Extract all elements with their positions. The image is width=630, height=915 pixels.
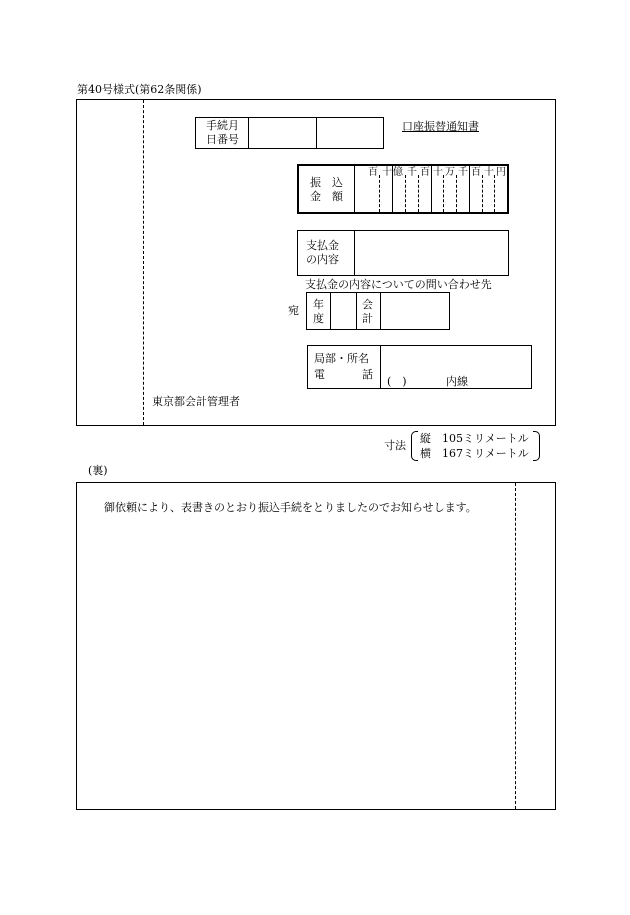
dimensions-left-bracket [411, 431, 418, 461]
department-label: 局部・所名 [314, 352, 369, 365]
front-perforation-line [143, 100, 144, 425]
dimensions-right-bracket [533, 431, 540, 461]
fiscal-year-label: 年 度 [313, 298, 324, 325]
digit-yen: 円 [496, 167, 506, 178]
fiscal-year-field[interactable] [331, 293, 355, 329]
back-side-label: (裏) [88, 464, 108, 477]
back-perforation-line [515, 483, 516, 809]
digit-ten-thousand: 万 [445, 167, 455, 178]
account-field[interactable] [381, 293, 449, 329]
payment-content-label: 支払金 の内容 [306, 239, 339, 266]
dimension-horizontal: 横 167ミリメートル [420, 447, 529, 460]
digit-ten-billion: 十 [382, 167, 392, 178]
digit-hundred-billion: 百 [368, 167, 378, 178]
digit-hundred: 百 [471, 167, 481, 178]
back-card [76, 482, 556, 810]
number-field[interactable] [317, 118, 383, 148]
account-label: 会 計 [362, 298, 373, 325]
dimensions-label: 寸法 [384, 439, 406, 452]
payment-content-field[interactable] [356, 232, 506, 274]
sender-name: 東京都会計管理者 [152, 395, 240, 408]
dimension-vertical: 縦 105ミリメートル [420, 432, 529, 445]
notice-title: 口座振替通知書 [402, 120, 479, 133]
digit-hundred-thousand: 十 [433, 167, 443, 178]
digit-billion: 億 [393, 167, 403, 178]
phone-label-first: 電 [314, 368, 325, 381]
digit-ten-million: 千 [407, 167, 417, 178]
back-message: 御依頼により、表書きのとおり振込手続をとりましたのでお知らせします。 [104, 501, 477, 514]
amount-field[interactable] [356, 180, 506, 210]
date-field[interactable] [249, 118, 315, 148]
phone-label-second: 話 [362, 368, 373, 381]
phone-area-code-paren: ( ) [387, 375, 407, 388]
transfer-amount-label: 振 込 金 額 [310, 176, 343, 203]
extension-label: 内線 [446, 375, 468, 388]
form-title: 第40号様式(第62条関係) [77, 83, 202, 96]
department-field[interactable] [382, 347, 530, 371]
digit-million: 百 [420, 167, 430, 178]
digit-thousand: 千 [458, 167, 468, 178]
inquiry-heading: 支払金の内容についての問い合わせ先 [305, 278, 492, 291]
date-number-label: 手続月 日番号 [206, 119, 239, 146]
addressee-label: 宛 [288, 304, 299, 317]
digit-ten: 十 [484, 167, 494, 178]
